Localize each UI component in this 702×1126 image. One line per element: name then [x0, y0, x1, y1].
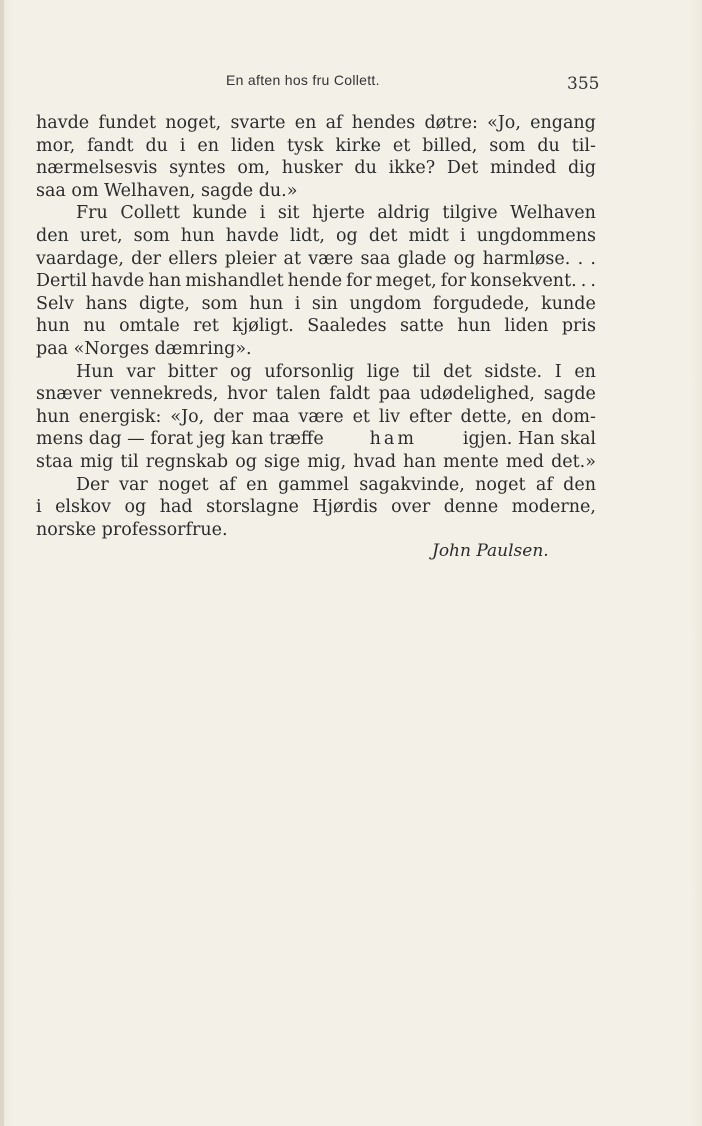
text-line [36, 338, 596, 361]
word: et [352, 406, 370, 427]
word: sige [264, 451, 301, 472]
word: satte [399, 316, 444, 337]
text-line [36, 428, 596, 451]
word: Det [446, 158, 479, 179]
running-title: En aften hos fru Collett. [226, 72, 380, 88]
word: Collett [120, 203, 180, 224]
word: aldrig [377, 203, 430, 224]
word: døtre: [424, 113, 478, 133]
word: moderne, [511, 497, 596, 518]
word: for [440, 271, 467, 292]
word: ungdommens [476, 225, 596, 246]
word: kunde [541, 293, 596, 314]
word: og [453, 248, 476, 269]
word: hendes [351, 113, 416, 133]
word: du [145, 135, 168, 156]
word: i [294, 293, 301, 314]
word: paa [378, 384, 411, 405]
word: og [230, 361, 252, 382]
word: minded [489, 158, 557, 179]
word: være [298, 406, 344, 427]
word: var [126, 361, 156, 382]
text-line [36, 293, 596, 316]
word: mente [443, 451, 499, 472]
word: Hun [76, 361, 114, 382]
line-text: paa «Norges dæmring». [36, 338, 252, 359]
word: havde [91, 271, 145, 292]
word: Dertil [36, 271, 87, 292]
word: hun [249, 293, 284, 314]
line-text-after: igjen. Han skal [462, 429, 596, 450]
word: ellers [168, 248, 218, 269]
word: . [580, 271, 587, 292]
word: til [412, 361, 431, 382]
text-line [36, 519, 596, 542]
line-text-before: mens dag — forat jeg kan træffe [36, 429, 324, 450]
word: over [391, 497, 431, 518]
word: det [443, 361, 472, 382]
word: Hjørdis [312, 497, 378, 518]
text-line [36, 248, 596, 271]
word: hvor [227, 384, 268, 405]
word: en [246, 474, 268, 495]
word: lige [366, 361, 400, 382]
word: om, [237, 158, 271, 179]
word: kirke [335, 135, 381, 156]
word: kunde [192, 203, 248, 224]
text-line [36, 180, 596, 203]
word: sin [311, 293, 338, 314]
word: Saaledes [307, 316, 387, 337]
word: hun [36, 406, 70, 427]
word: «Jo, [170, 406, 205, 427]
word: som [489, 135, 526, 156]
word: af [325, 113, 343, 133]
word: være [308, 248, 354, 269]
page-gutter [0, 0, 4, 1126]
word: maa [252, 406, 290, 427]
word: lidt, [289, 225, 325, 246]
emphasized-word: ham [369, 429, 417, 450]
word: han [148, 271, 182, 292]
word: talen [275, 384, 321, 405]
word: som [133, 225, 170, 246]
text-line [36, 315, 596, 338]
word: udødelighed, [419, 384, 535, 405]
word: digte, [139, 293, 190, 314]
text-line [36, 383, 596, 406]
word: tysk [286, 135, 324, 156]
text-line [36, 474, 596, 497]
text-line [36, 406, 596, 429]
author-signature: John Paulsen. [432, 541, 549, 561]
word: liden [504, 316, 549, 337]
word: dom- [551, 406, 596, 427]
word: «Jo, [487, 113, 521, 133]
word: liden [230, 135, 276, 156]
word: vaardage, [36, 248, 124, 269]
word: mishandlet [185, 271, 284, 292]
word: og [336, 225, 358, 246]
word: elskov [55, 497, 112, 518]
word: der [131, 248, 162, 269]
word: denne [443, 497, 499, 518]
word: saa [360, 248, 391, 269]
word: hende [287, 271, 343, 292]
word: som [201, 293, 238, 314]
word: billed, [422, 135, 478, 156]
word: hun [36, 316, 70, 337]
word: noget [158, 474, 209, 495]
word: sit [277, 203, 300, 224]
word: du [354, 158, 377, 179]
word: Fru [76, 203, 108, 224]
text-line [36, 451, 596, 474]
word: havde [225, 225, 279, 246]
word: mig, [307, 451, 347, 472]
word: energisk: [78, 406, 162, 427]
word: harmløse. [482, 248, 571, 269]
line-text: saa om Welhaven, sagde du.» [36, 180, 298, 201]
word: i [36, 497, 42, 518]
word: ret [193, 316, 219, 337]
word: af [535, 474, 553, 495]
word: . [577, 248, 584, 269]
word: forgudede, [433, 293, 530, 314]
word: i [460, 225, 466, 246]
word: en [521, 406, 543, 427]
word: . [590, 271, 596, 292]
word: hvad [353, 451, 397, 472]
word: uforsonlig [264, 361, 355, 382]
word: nærmelsesvis [36, 158, 158, 179]
word: pris [561, 316, 596, 337]
word: snæver [36, 384, 102, 405]
word: I [554, 361, 562, 382]
word: husker [281, 158, 343, 179]
word: en [197, 135, 220, 156]
word: til- [571, 135, 596, 156]
word: . [590, 248, 596, 269]
word: hans [85, 293, 128, 314]
word: svarte [230, 113, 286, 133]
word: storslagne [206, 497, 299, 518]
word: uret, [79, 225, 123, 246]
text-line [36, 225, 596, 248]
word: i [259, 203, 266, 224]
word: af [218, 474, 236, 495]
word: Selv [36, 293, 74, 314]
word: syntes [169, 158, 226, 179]
word: var [119, 474, 148, 495]
word: omtale [119, 316, 180, 337]
word: det [368, 225, 398, 246]
page-number: 355 [567, 74, 600, 94]
word: at [283, 248, 301, 269]
word: had [159, 497, 193, 518]
text-line [36, 135, 596, 158]
word: ikke? [388, 158, 436, 179]
text-line [36, 270, 596, 293]
word: med [505, 451, 544, 472]
word: vennekreds, [110, 384, 219, 405]
word: gammel [278, 474, 349, 495]
text-line [36, 202, 596, 225]
line-text: norske professorfrue. [36, 519, 228, 540]
text-line [36, 112, 596, 135]
body-text [36, 112, 596, 541]
word: konsekvent. [470, 271, 577, 292]
word: hjerte [312, 203, 365, 224]
word: midt [408, 225, 449, 246]
word: Der [76, 474, 109, 495]
word: nu [83, 316, 106, 337]
word: en [574, 361, 596, 382]
word: noget, [165, 113, 222, 133]
word: engang [530, 113, 596, 133]
word: du [537, 135, 560, 156]
word: og [235, 451, 257, 472]
word: Welhaven [510, 203, 596, 224]
word: hun [180, 225, 215, 246]
word: og [124, 497, 147, 518]
word: han [403, 451, 437, 472]
word: en [294, 113, 317, 133]
word: sagakvinde, [359, 474, 465, 495]
word: dig [567, 158, 596, 179]
word: fundet [98, 113, 157, 133]
word: den [563, 474, 596, 495]
word: den [36, 225, 69, 246]
word: for [346, 271, 372, 292]
word: staa [36, 451, 73, 472]
word: noget [475, 474, 526, 495]
word: til [120, 451, 139, 472]
word: mor, [36, 135, 76, 156]
word: liv [378, 406, 401, 427]
word: efter [408, 406, 452, 427]
word: faldt [329, 384, 371, 405]
word: mig [79, 451, 114, 472]
word: meget, [375, 271, 437, 292]
word: ungdom [349, 293, 422, 314]
word: fandt [87, 135, 134, 156]
text-line [36, 361, 596, 384]
word: sidste. [484, 361, 543, 382]
word: dette, [460, 406, 513, 427]
word: sagde [543, 384, 596, 405]
word: der [213, 406, 244, 427]
text-line [36, 157, 596, 180]
word: et [392, 135, 411, 156]
word: glade [397, 248, 447, 269]
word: tilgive [442, 203, 498, 224]
word: bitter [167, 361, 218, 382]
word: i [179, 135, 186, 156]
word: pleier [224, 248, 277, 269]
word: det.» [551, 451, 596, 472]
word: regnskab [145, 451, 229, 472]
word: kjøligt. [232, 316, 294, 337]
word: hun [457, 316, 491, 337]
word: havde [36, 113, 90, 133]
text-line [36, 496, 596, 519]
